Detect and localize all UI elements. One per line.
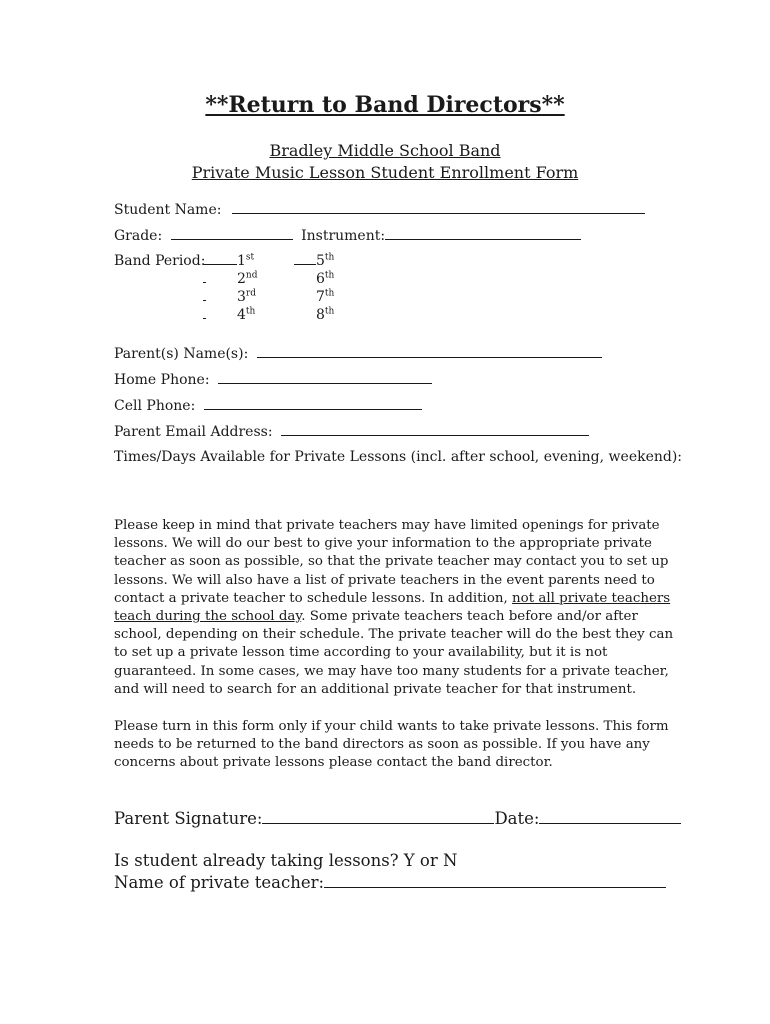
- grade-field[interactable]: [171, 227, 293, 240]
- instrument-label: Instrument:: [301, 228, 386, 244]
- period-3[interactable]: 3rd: [203, 289, 256, 305]
- teacher-name-label: Name of private teacher:: [114, 873, 325, 892]
- underlined-note: not all private teachers teach during the school day: [114, 590, 671, 625]
- parent-signature-field[interactable]: [262, 809, 494, 824]
- school-name: Bradley Middle School Band: [269, 141, 501, 160]
- period-4[interactable]: 4th: [203, 307, 255, 323]
- parent-names-field[interactable]: [257, 345, 602, 358]
- period-1-blank[interactable]: [203, 254, 237, 265]
- period-3-blank[interactable]: [203, 290, 206, 301]
- grade-instrument-row: [114, 227, 581, 244]
- parent-email-row: [114, 423, 589, 440]
- instructions-paragraph: Please turn in this form only if your child wants to take private lessons. This form needs to be returned to the band directors as soon as possible. If you have any concerns about private lessons please contact the band director.: [114, 719, 669, 771]
- period-7[interactable]: 7th: [316, 288, 335, 305]
- parent-names-label: Parent(s) Name(s):: [114, 346, 249, 362]
- grade-label: Grade:: [114, 228, 163, 244]
- home-phone-field[interactable]: [218, 371, 432, 384]
- home-phone-row: [114, 371, 432, 388]
- parent-signature-label: Parent Signature:: [114, 809, 263, 828]
- signature-row: [114, 809, 681, 828]
- teacher-name-row: [114, 873, 666, 892]
- already-taking-question: Is student already taking lessons? Y or N: [114, 851, 458, 870]
- date-label: Date:: [494, 809, 540, 828]
- student-name-row: [114, 201, 645, 218]
- band-period-label: Band Period:: [114, 253, 206, 269]
- parent-email-label: Parent Email Address:: [114, 424, 273, 440]
- instrument-field[interactable]: [385, 227, 581, 240]
- period-5-blank[interactable]: [294, 254, 316, 265]
- times-available-label: Times/Days Available for Private Lessons (incl. after school, evening, weekend):: [114, 449, 683, 465]
- period-4-blank[interactable]: [203, 308, 206, 319]
- page-title: **Return to Band Directors**: [205, 92, 565, 118]
- period-2-blank[interactable]: [203, 272, 206, 283]
- student-name-field[interactable]: [232, 201, 645, 214]
- date-field[interactable]: [539, 809, 681, 824]
- period-8[interactable]: 8th: [316, 306, 335, 323]
- cell-phone-label: Cell Phone:: [114, 398, 196, 414]
- cell-phone-field[interactable]: [204, 397, 422, 410]
- teacher-name-field[interactable]: [324, 873, 666, 888]
- form-name: Private Music Lesson Student Enrollment Form: [191, 163, 579, 182]
- period-6[interactable]: 6th: [316, 270, 335, 287]
- parent-email-field[interactable]: [281, 423, 589, 436]
- cell-phone-row: [114, 397, 422, 414]
- parent-names-row: [114, 345, 602, 362]
- period-1[interactable]: 1st: [203, 253, 254, 269]
- student-name-label: Student Name:: [114, 202, 222, 218]
- home-phone-label: Home Phone:: [114, 372, 210, 388]
- period-2[interactable]: 2nd: [203, 271, 257, 287]
- info-paragraph: Please keep in mind that private teachers may have limited openings for private lessons. We will do our best to give your information to the appropriate private teacher as soon as possible, so that the private teacher may contact you to set up lessons. We will also have a list of private teachers in the event parents need to contact a private teacher to schedule lessons. In addition, not all private teachers teach during the school day. Some private teachers teach before and/or after school, depending on their schedule. The private teacher will do the best they can to set up a private lesson time according to your availability, but it is not guaranteed. In some cases, we may have too many students for a private teacher, and will need to search for an additional private teacher for that instrument.: [114, 518, 674, 697]
- period-5[interactable]: 5th: [294, 253, 334, 269]
